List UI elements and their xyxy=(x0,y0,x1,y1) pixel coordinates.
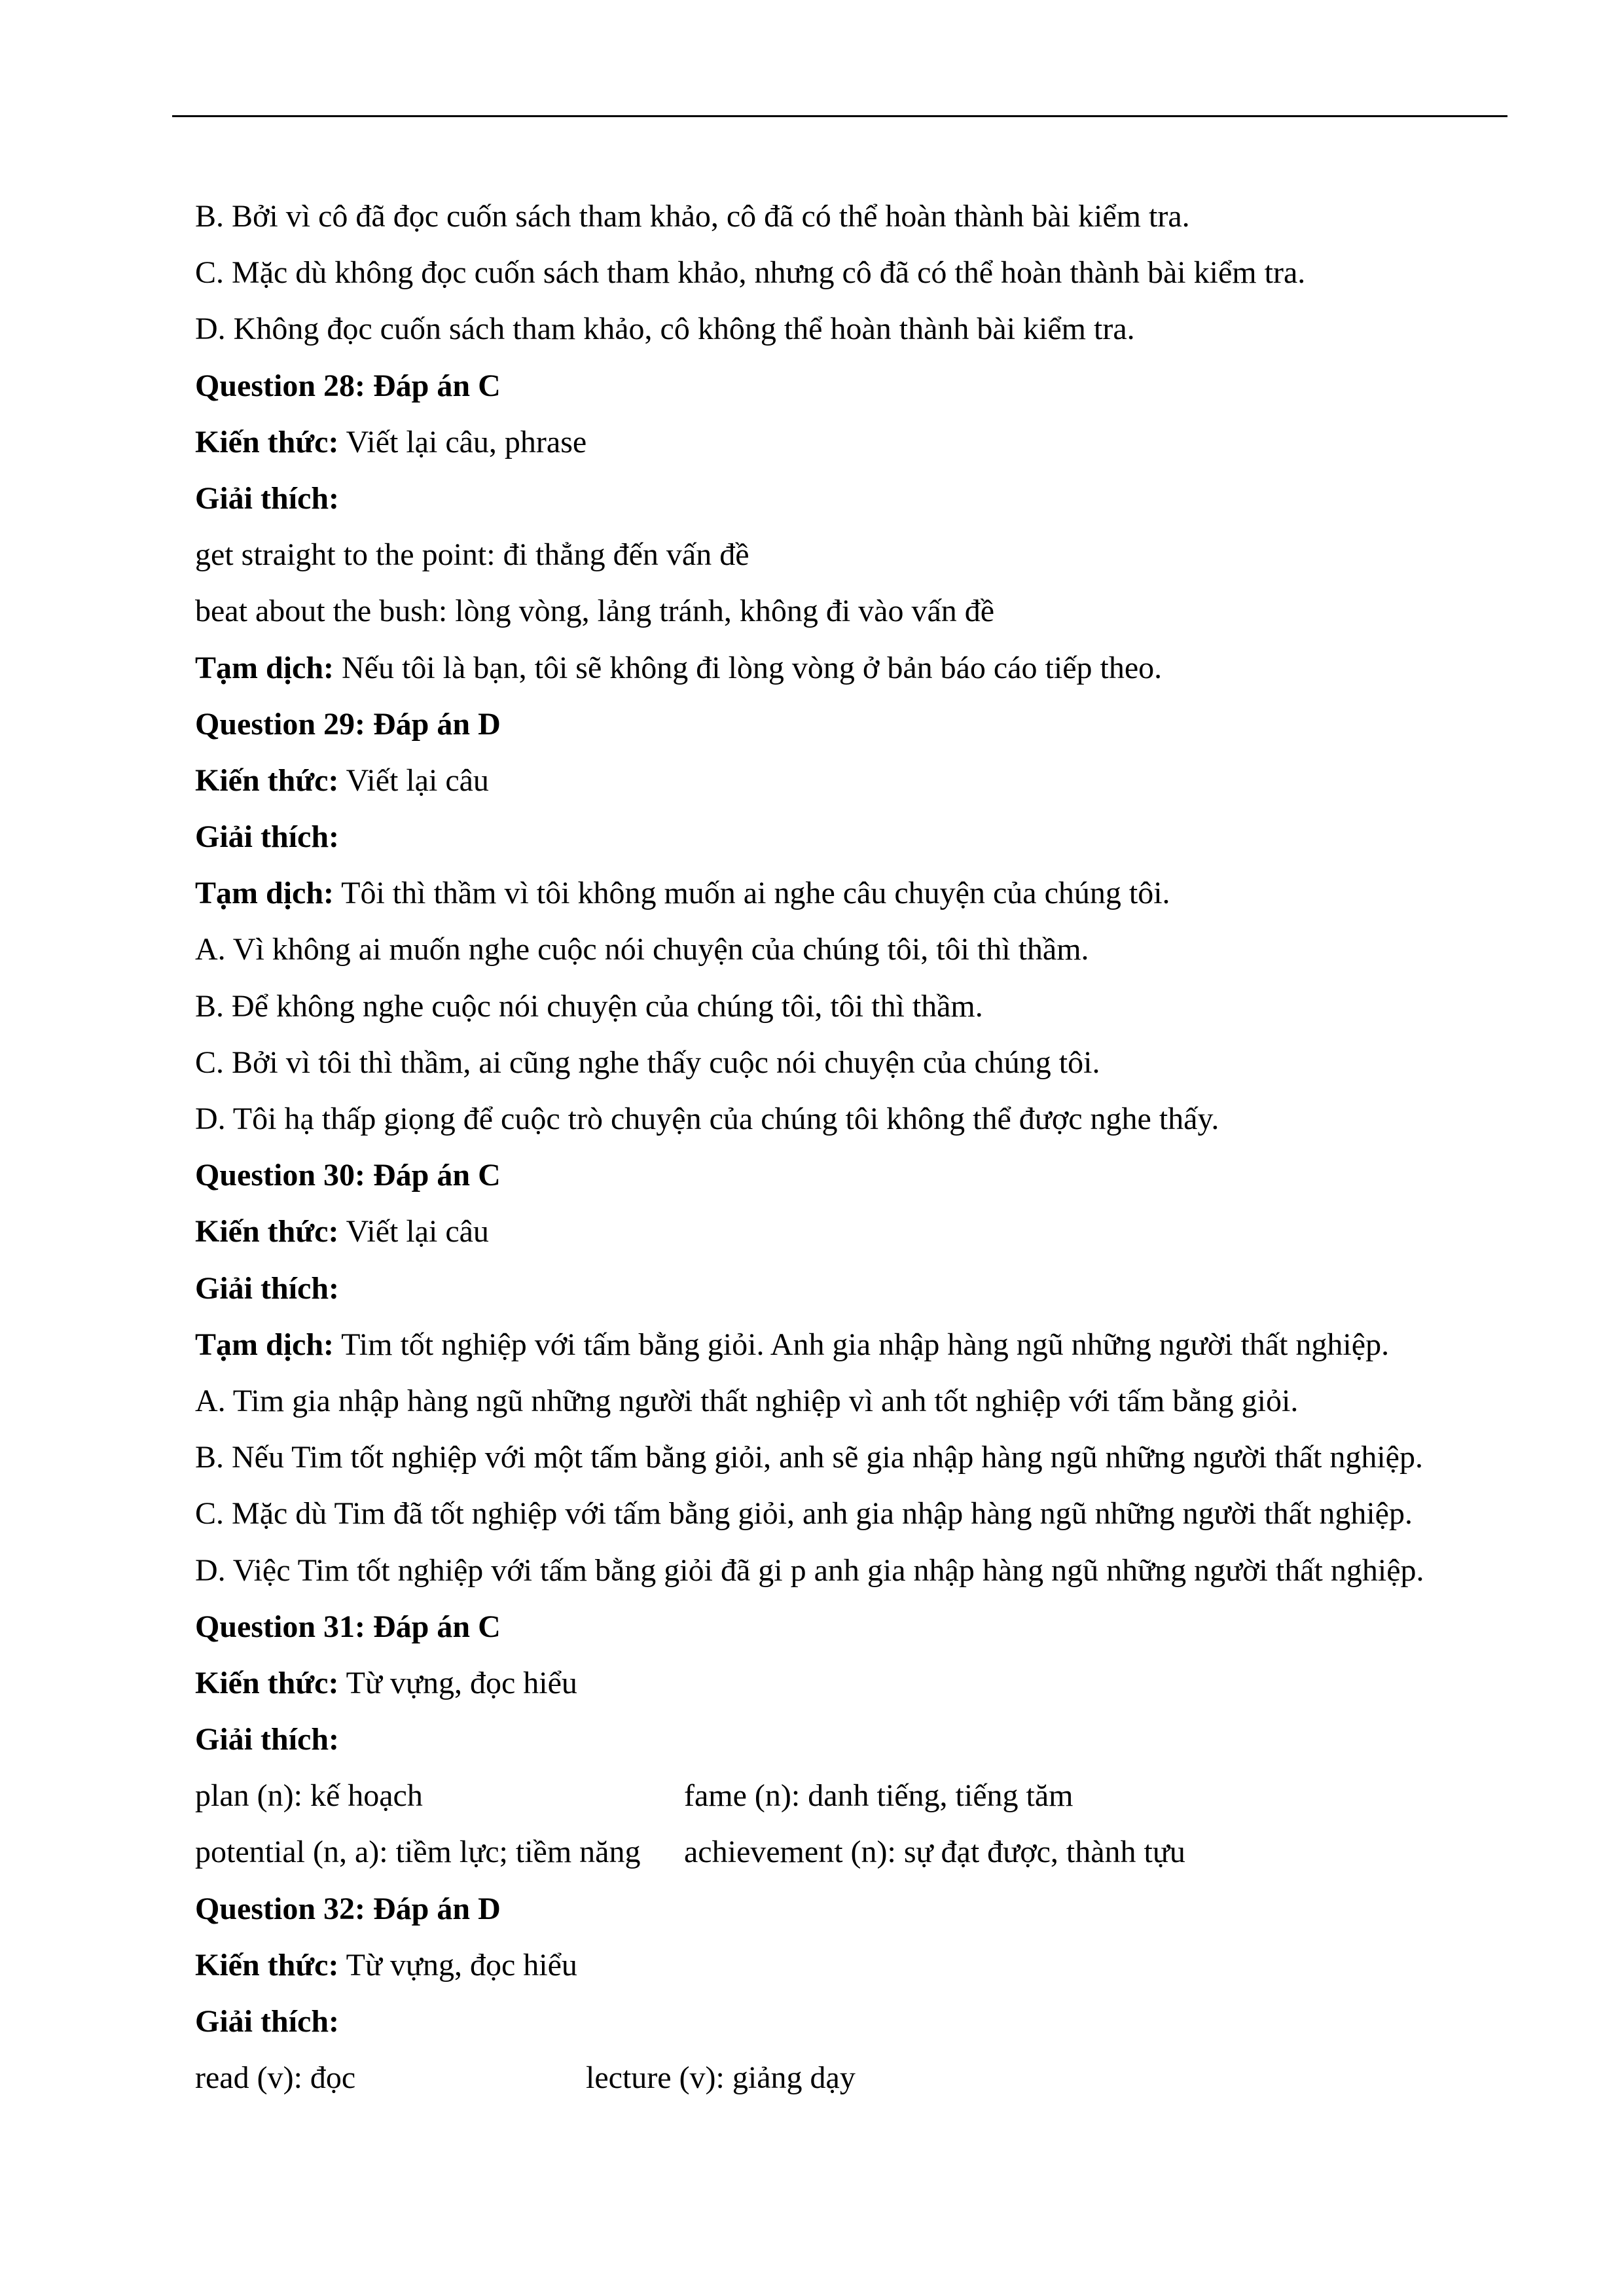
knowledge-text: Từ vựng, đọc hiểu xyxy=(338,1947,577,1982)
question-30-option-d: D. Việc Tim tốt nghiệp với tấm bằng giỏi đã gi p anh gia nhập hàng ngũ những người thất nghiệp. xyxy=(195,1552,1424,1588)
knowledge-label: Kiến thức: xyxy=(195,762,339,798)
question-29-explanation-label: Giải thích: xyxy=(195,819,340,855)
question-31-heading: Question 31: Đáp án C xyxy=(195,1609,501,1644)
translation-label: Tạm dịch: xyxy=(195,876,334,911)
header-rule xyxy=(172,115,1507,117)
question-29-option-d: D. Tôi hạ thấp giọng để cuộc trò chuyện của chúng tôi không thể được nghe thấy. xyxy=(195,1102,1219,1136)
question-28-explanation-2: beat about the bush: lòng vòng, lảng tránh, không đi vào vấn đề xyxy=(195,594,995,629)
question-30-option-a: A. Tim gia nhập hàng ngũ những người thất nghiệp vì anh tốt nghiệp với tấm bằng giỏi. xyxy=(195,1383,1299,1418)
question-32-knowledge xyxy=(195,1937,1524,1994)
question-28-translation xyxy=(195,640,1524,696)
question-29-option-c: C. Bởi vì tôi thì thầm, ai cũng nghe thấy cuộc nói chuyện của chúng tôi. xyxy=(195,1045,1100,1080)
vocab-entry: fame (n): danh tiếng, tiếng tăm xyxy=(684,1778,1074,1814)
vocab-entry: potential (n, a): tiềm lực; tiềm năng xyxy=(195,1835,641,1870)
knowledge-text: Viết lại câu, phrase xyxy=(338,424,587,459)
knowledge-text: Viết lại câu xyxy=(338,762,489,798)
question-29-translation xyxy=(195,865,1524,922)
question-30-translation xyxy=(195,1317,1524,1373)
question-28-knowledge xyxy=(195,414,1524,471)
question-29-knowledge xyxy=(195,753,1524,809)
question-31-vocab-row-2 xyxy=(195,1824,1524,1880)
question-30-option-b: B. Nếu Tim tốt nghiệp với một tấm bằng giỏi, anh sẽ gia nhập hàng ngũ những người thất nghiệp. xyxy=(195,1440,1423,1475)
knowledge-label: Kiến thức: xyxy=(195,1947,339,1982)
question-31-vocab-row-1 xyxy=(195,1768,1524,1824)
vocab-entry: lecture (v): giảng dạy xyxy=(586,2060,856,2096)
knowledge-text: Từ vựng, đọc hiểu xyxy=(338,1665,577,1700)
document-body xyxy=(195,188,1524,2106)
question-30-knowledge xyxy=(195,1204,1524,1260)
question-30-heading: Question 30: Đáp án C xyxy=(195,1158,501,1193)
question-30-explanation-label: Giải thích: xyxy=(195,1270,340,1306)
vocab-entry: plan (n): kế hoạch xyxy=(195,1778,423,1814)
answer-option-b: B. Bởi vì cô đã đọc cuốn sách tham khảo, cô đã có thể hoàn thành bài kiểm tra. xyxy=(195,199,1190,234)
vocab-entry: achievement (n): sự đạt được, thành tựu xyxy=(684,1835,1185,1870)
question-31-explanation-label: Giải thích: xyxy=(195,1722,340,1757)
question-31-knowledge xyxy=(195,1655,1524,1712)
translation-text: Tim tốt nghiệp với tấm bằng giỏi. Anh gia nhập hàng ngũ những người thất nghiệp. xyxy=(334,1327,1390,1362)
vocab-entry: read (v): đọc xyxy=(195,2060,356,2096)
question-28-explanation-1: get straight to the point: đi thẳng đến vấn đề xyxy=(195,537,749,573)
translation-label: Tạm dịch: xyxy=(195,650,334,685)
question-32-vocab-row-1 xyxy=(195,2050,1524,2106)
question-32-explanation-label: Giải thích: xyxy=(195,2004,340,2039)
knowledge-label: Kiến thức: xyxy=(195,1214,339,1249)
question-28-explanation-label: Giải thích: xyxy=(195,480,340,516)
question-29-heading: Question 29: Đáp án D xyxy=(195,706,501,742)
answer-option-c: C. Mặc dù không đọc cuốn sách tham khảo, nhưng cô đã có thể hoàn thành bài kiểm tra. xyxy=(195,255,1306,291)
answer-option-d: D. Không đọc cuốn sách tham khảo, cô không thể hoàn thành bài kiểm tra. xyxy=(195,312,1135,347)
translation-text: Nếu tôi là bạn, tôi sẽ không đi lòng vòng ở bản báo cáo tiếp theo. xyxy=(334,650,1163,685)
knowledge-text: Viết lại câu xyxy=(338,1214,489,1249)
question-30-option-c: C. Mặc dù Tim đã tốt nghiệp với tấm bằng giỏi, anh gia nhập hàng ngũ những người thất nghiệp. xyxy=(195,1496,1413,1532)
question-29-option-b: B. Để không nghe cuộc nói chuyện của chúng tôi, tôi thì thầm. xyxy=(195,988,983,1024)
translation-label: Tạm dịch: xyxy=(195,1327,334,1362)
question-29-option-a: A. Vì không ai muốn nghe cuộc nói chuyện của chúng tôi, tôi thì thầm. xyxy=(195,932,1089,967)
question-28-heading: Question 28: Đáp án C xyxy=(195,368,501,403)
knowledge-label: Kiến thức: xyxy=(195,1665,339,1700)
question-32-heading: Question 32: Đáp án D xyxy=(195,1891,501,1926)
translation-text: Tôi thì thầm vì tôi không muốn ai nghe câu chuyện của chúng tôi. xyxy=(334,876,1170,911)
knowledge-label: Kiến thức: xyxy=(195,424,339,459)
